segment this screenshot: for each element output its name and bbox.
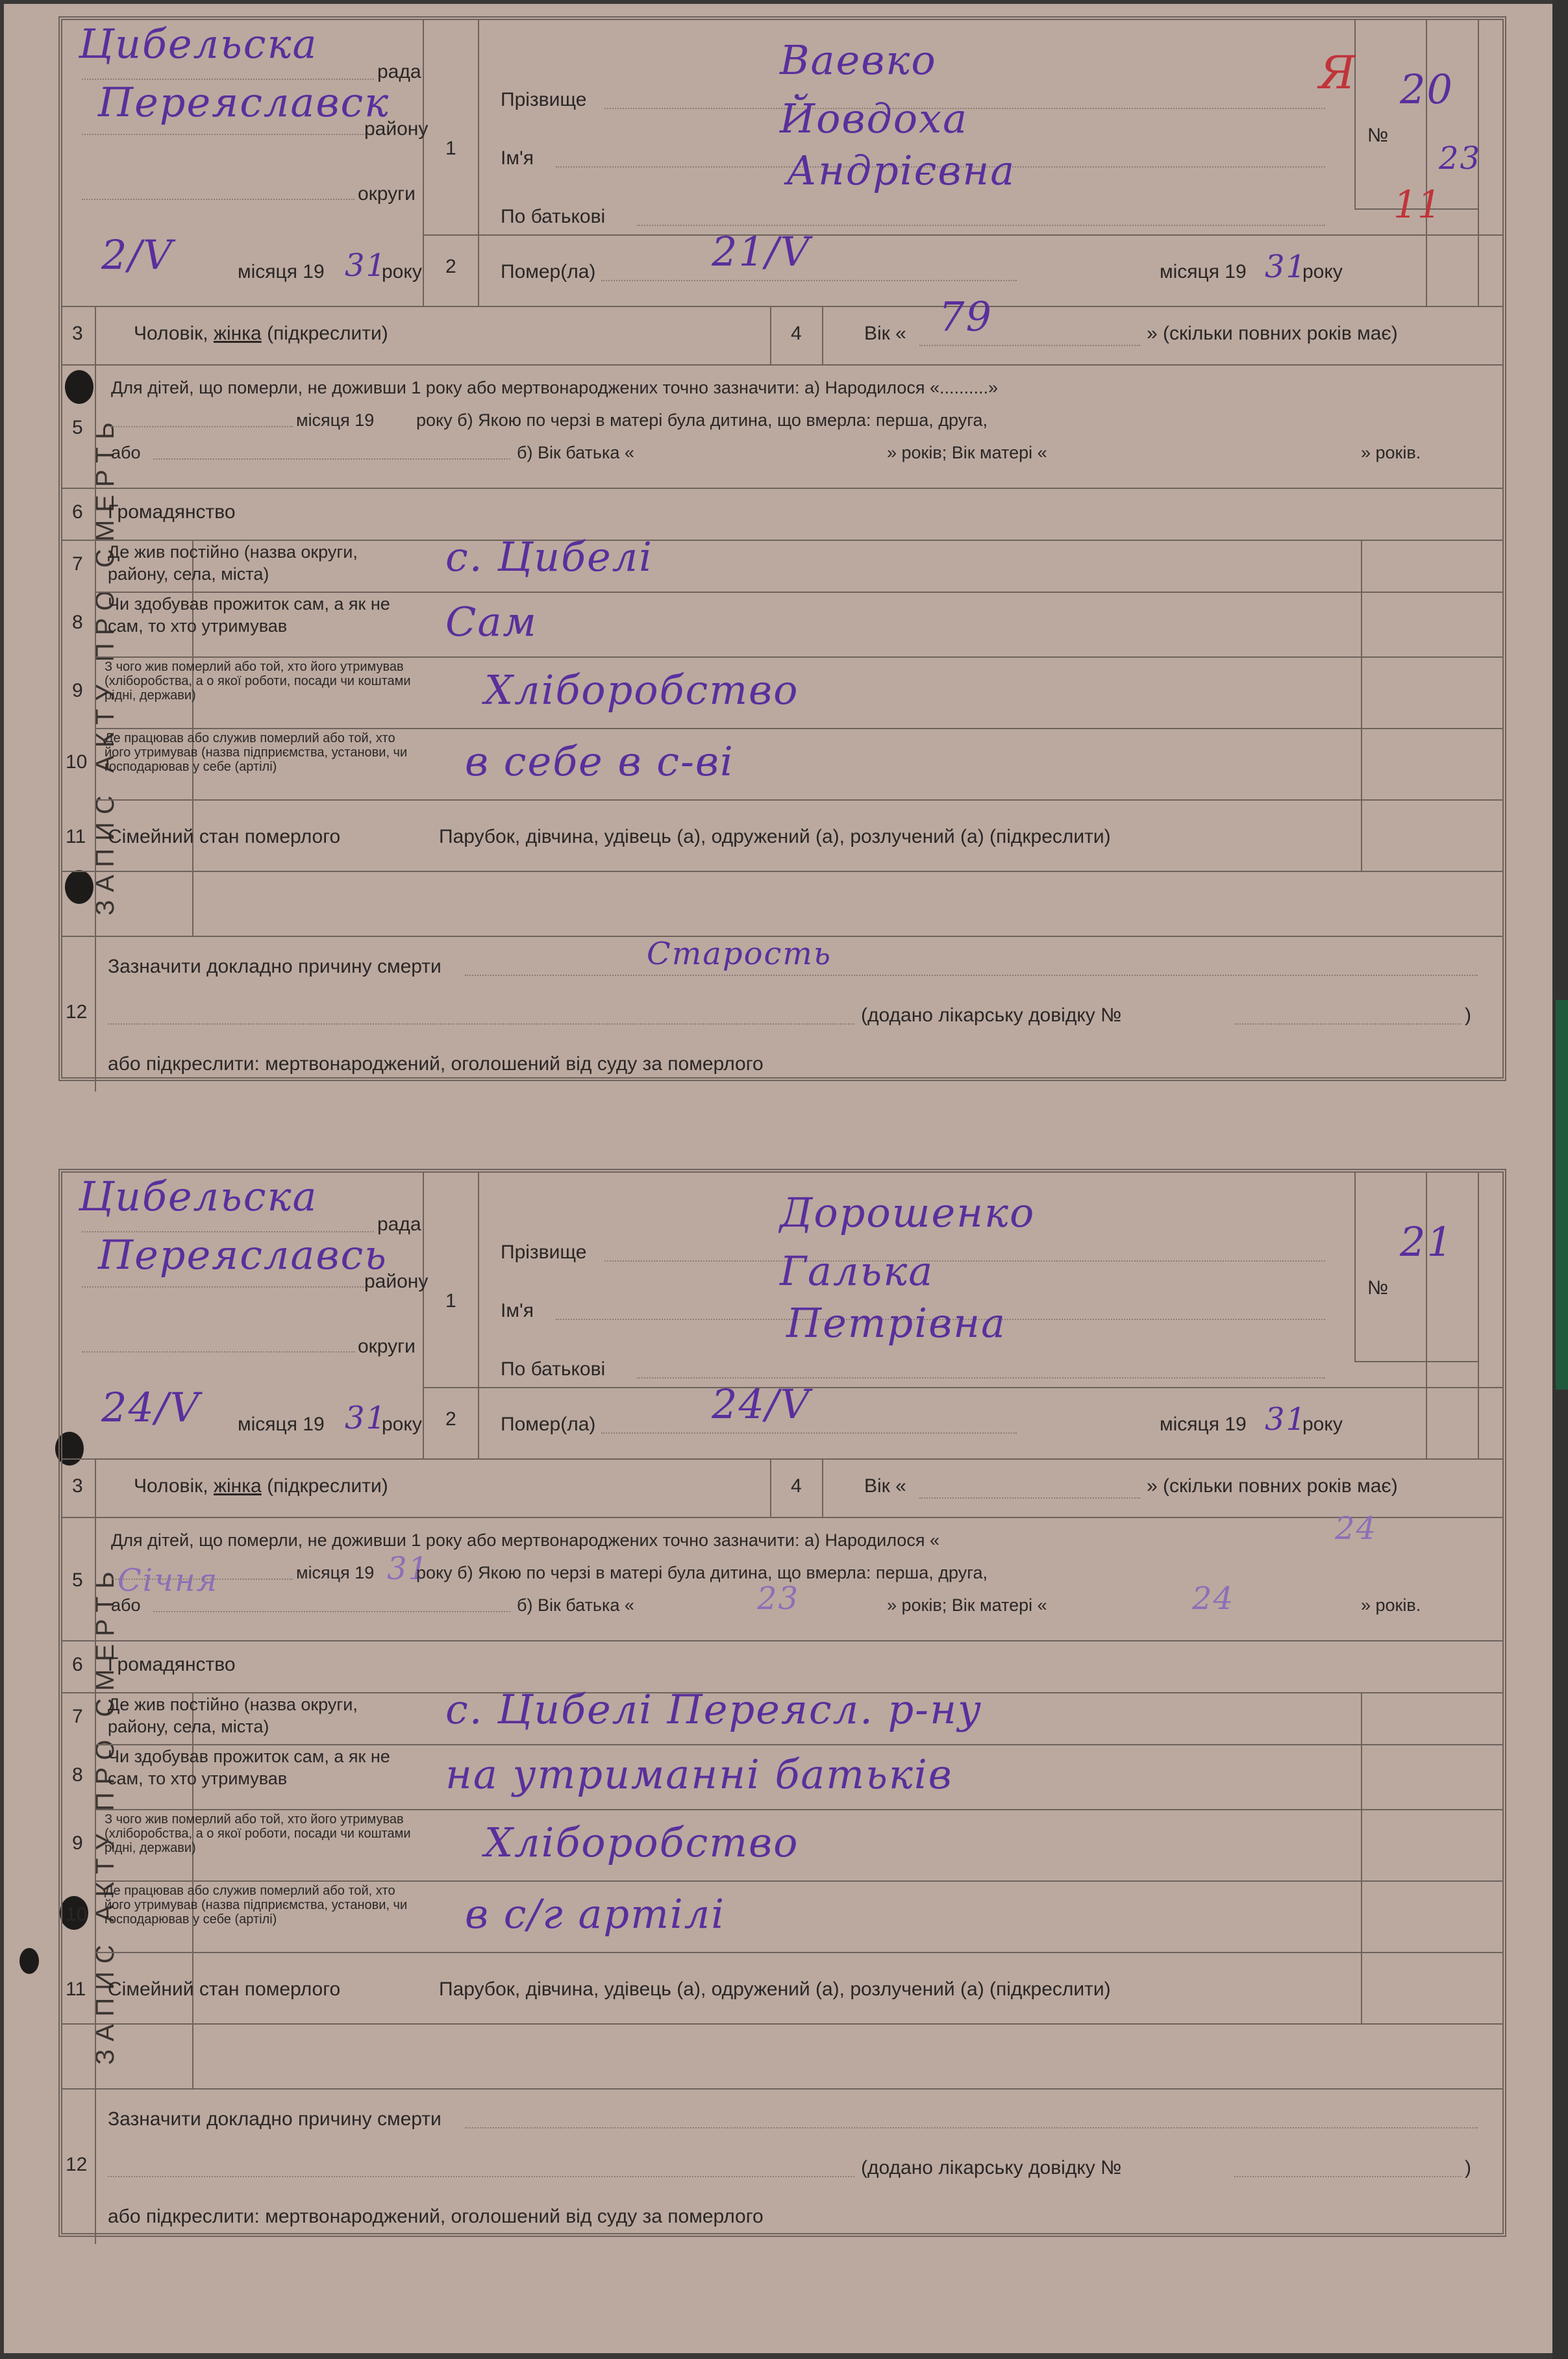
residence-label: Де жив постійно (назва округи, району, села, міста) [108, 1695, 358, 1736]
grid-line [478, 1173, 479, 1458]
extra-number: 23 [1439, 140, 1482, 177]
sex-hint: (підкреслити) [261, 323, 388, 344]
death-date-value: 21/V [712, 228, 811, 275]
income-source-value: Хліборобство [484, 1819, 799, 1866]
fill-line [919, 1497, 1140, 1499]
marital-options [439, 1978, 1111, 2001]
child-info-line-2: року б) Якою по черзі в матері була дитина, що вмерла: перша, друга, [416, 1563, 988, 1582]
patronymic-label: По батькові [501, 1358, 606, 1380]
grid-line [1354, 1173, 1356, 1361]
row-number: 2 [445, 1408, 456, 1430]
mother-age-label: » років; Вік матері « [887, 443, 1047, 462]
record-table [58, 1169, 1506, 2237]
child-info-line-1: Для дітей, що померли, не доживши 1 року або мертвонароджених точно зазначити: а) Народилося « [111, 1530, 940, 1550]
grid-line [1426, 20, 1427, 306]
grid-line [62, 1517, 1502, 1518]
grid-line [1361, 540, 1362, 871]
grid-line [95, 799, 1502, 801]
grid-line [423, 20, 424, 306]
citizenship-label: Громадянство [108, 501, 236, 523]
died-month-label: місяця 19 [1160, 1414, 1247, 1435]
marital-option-bachelor: Парубок, [439, 826, 526, 847]
row-number: 8 [72, 1764, 83, 1786]
fill-line [111, 1579, 293, 1580]
sex-female-underlined: жінка [213, 323, 262, 344]
livelihood-label: Чи здобував прожиток сам, а як не сам, то хто утримував [108, 1747, 390, 1788]
died-label: Помер(ла) [501, 261, 596, 282]
fill-line [82, 1351, 355, 1353]
marital-option-girl: дівчина [525, 1978, 593, 2000]
row-number: 10 [66, 1904, 88, 1925]
fill-line [601, 1432, 1017, 1434]
grid-line [95, 1809, 1502, 1810]
row-number: 5 [72, 1569, 83, 1591]
grid-line [770, 1458, 771, 1517]
registration-year-value: 31 [345, 247, 388, 284]
grid-line [62, 488, 1502, 489]
okruha-label: округи [358, 1336, 416, 1357]
father-age-value: 23 [757, 1580, 800, 1617]
registration-year-label: року [382, 1414, 422, 1435]
livelihood-value: на утриманні батьків [445, 1751, 953, 1798]
child-info-line-2: року б) Якою по черзі в матері була дитина, що вмерла: перша, друга, [416, 410, 988, 430]
fill-line [111, 426, 293, 427]
livelihood-value: Сам [445, 598, 538, 645]
death-cause-value: Старость [647, 936, 832, 972]
workplace-label: Де працював або служив померлий або той, хто його утримував (назва підприємства, установи, чи господарював у себе (артілі) [105, 1884, 408, 1927]
row-number: 9 [72, 1832, 83, 1854]
surname-value: Ваевко [780, 36, 937, 84]
raion-label: району [364, 118, 429, 140]
grid-line [62, 306, 1502, 307]
registration-date-value: 2/V [101, 231, 174, 279]
child-info-or: або [111, 443, 141, 462]
row-number: 1 [445, 1290, 456, 1312]
fill-line [465, 2127, 1478, 2128]
row-number: 8 [72, 612, 83, 633]
father-age-label: б) Вік батька « [517, 443, 634, 462]
punch-hole [19, 1948, 39, 1974]
row-number: 2 [445, 256, 456, 277]
row-number: 12 [66, 2154, 88, 2175]
surname-label: Прізвище [501, 1242, 587, 1263]
grid-line [95, 592, 1502, 593]
died-label: Помер(ла) [501, 1414, 596, 1435]
grid-line [95, 728, 1502, 729]
residence-value: с. Цибелі [445, 533, 653, 580]
child-info-month-label: місяця 19 [296, 1563, 375, 1582]
mother-age-suffix: » років. [1361, 443, 1421, 462]
grid-line [62, 540, 1502, 541]
grid-line [62, 1458, 1502, 1460]
fill-line [82, 1286, 374, 1288]
father-age-label: б) Вік батька « [517, 1595, 634, 1615]
row-number: 5 [72, 417, 83, 438]
grid-line [95, 1952, 1502, 1953]
grid-line [95, 306, 96, 1092]
sex-label [134, 1475, 388, 1498]
stillborn-note: або підкреслити: мертвонароджений, оголошений від суду за померлого [108, 1053, 764, 1075]
workplace-label: Де працював або служив померлий або той, хто його утримував (назва підприємства, установи, чи господарював у себе (артілі) [105, 731, 408, 774]
sex-male: Чоловік, [134, 323, 214, 344]
red-annotation: Я [1319, 46, 1356, 99]
fill-line [153, 458, 510, 460]
citizenship-label: Громадянство [108, 1654, 236, 1675]
sex-label [134, 322, 388, 345]
grid-line [423, 1173, 424, 1458]
child-year-value: 31 [387, 1551, 430, 1587]
row-number: 1 [445, 138, 456, 159]
child-info-month-label: місяця 19 [296, 410, 375, 430]
grid-line [1354, 1361, 1478, 1362]
child-month-value: Січня [118, 1562, 219, 1599]
age-label: Вік « [864, 323, 906, 344]
patronymic-label: По батькові [501, 206, 606, 227]
income-source-label: З чого жив померлий або той, хто його утримував (хліборобства, а о якої роботи, посади чи коштами рідні, держави) [105, 1812, 411, 1855]
marital-option-girl: дівчина [525, 826, 593, 847]
fill-line [82, 199, 355, 200]
row-number: 11 [66, 826, 86, 847]
fill-line [637, 225, 1325, 226]
grid-line [1426, 1173, 1427, 1458]
medical-certificate-close: ) [1465, 1005, 1471, 1026]
child-info-or: або [111, 1595, 141, 1615]
income-source-label: З чого жив померлий або той, хто його утримував (хліборобства, а о якої роботи, посади чи коштами рідні, держави) [105, 660, 411, 703]
row-number: 7 [72, 1706, 83, 1727]
patronymic-value: Петрівна [786, 1299, 1006, 1347]
grid-line [62, 1640, 1502, 1641]
name-value: Галька [780, 1247, 934, 1295]
grid-line [95, 1458, 96, 2244]
red-annotation-number: 11 [1393, 182, 1441, 227]
grid-line [95, 1744, 1502, 1745]
workplace-value: в с/г артілі [465, 1890, 726, 1938]
surname-value: Дорошенко [780, 1189, 1036, 1236]
grid-line [1478, 1173, 1479, 1458]
died-year-label: року [1302, 261, 1343, 282]
grid-line [822, 306, 823, 364]
child-info-line-1: Для дітей, що померли, не доживши 1 року або мертвонароджених точно зазначити: а) Народилося «..........» [111, 378, 998, 397]
death-cause-label: Зазначити докладно причину смерти [108, 956, 442, 977]
grid-line [95, 656, 1502, 658]
grid-line [478, 20, 479, 306]
side-title: ЗАПИС АКТУ ПРО СМЕРТЬ [91, 1564, 119, 2065]
stillborn-note: або підкреслити: мертвонароджений, оголошений від суду за померлого [108, 2206, 764, 2227]
green-folder-edge [1556, 1000, 1568, 1390]
row-number: 3 [72, 323, 83, 344]
residence-label: Де жив постійно (назва округи, району, села, міста) [108, 542, 358, 584]
record-number-value: 20 [1400, 66, 1454, 113]
record-number-label: № [1367, 1277, 1389, 1299]
registration-year-value: 31 [345, 1400, 388, 1436]
row-number: 4 [791, 323, 802, 344]
row-number: 11 [66, 1978, 86, 2000]
row-number: 3 [72, 1475, 83, 1497]
mother-age-value: 24 [1192, 1580, 1235, 1617]
livelihood-label: Чи здобував прожиток сам, а як не сам, то хто утримував [108, 594, 390, 636]
grid-line [62, 364, 1502, 366]
name-label: Ім'я [501, 147, 534, 169]
row-number: 10 [66, 751, 88, 773]
side-title: ЗАПИС АКТУ ПРО СМЕРТЬ [91, 414, 119, 916]
age-value: 79 [939, 293, 993, 340]
fill-line [108, 2176, 854, 2177]
died-year-label: року [1302, 1414, 1343, 1435]
row-number: 4 [791, 1475, 802, 1497]
sex-hint: (підкреслити) [261, 1475, 388, 1497]
record-table [58, 16, 1506, 1081]
fill-line [465, 975, 1478, 976]
death-year-value: 31 [1265, 249, 1308, 285]
marital-option-rest: , удівець (а), одружений (а), розлучений (а) (підкреслити) [593, 1978, 1111, 2000]
row-number: 12 [66, 1001, 88, 1023]
fill-line [1234, 1023, 1462, 1025]
age-hint: » (скільки повних років має) [1147, 1475, 1398, 1497]
grid-line [770, 306, 771, 364]
record-number-label: № [1367, 125, 1389, 146]
fill-line [153, 1611, 510, 1612]
age-label: Вік « [864, 1475, 906, 1497]
medical-certificate-label: (додано лікарську довідку № [861, 1005, 1122, 1026]
raion-label: району [364, 1271, 429, 1292]
raion-value: Переяславск [98, 79, 390, 126]
rada-label: рада [377, 61, 421, 82]
sex-male: Чоловік, [134, 1475, 214, 1497]
grid-line [95, 1880, 1502, 1882]
record-number-value: 21 [1400, 1218, 1454, 1266]
grid-line [423, 234, 1502, 236]
raion-value: Переяславсь [98, 1231, 388, 1279]
residence-value: с. Цибелі Переясл. р-ну [445, 1686, 982, 1733]
fill-line [604, 1260, 1325, 1262]
grid-line [62, 871, 1502, 872]
mother-age-suffix: » років. [1361, 1595, 1421, 1615]
registration-year-label: року [382, 261, 422, 282]
registration-month-label: місяця 19 [238, 261, 325, 282]
row-number: 9 [72, 680, 83, 701]
row-number: 6 [72, 501, 83, 523]
patronymic-value: Андрієвна [786, 147, 1016, 194]
marital-options [439, 825, 1111, 849]
rada-value: Цибельска [79, 20, 318, 68]
marital-option-bachelor: Парубок, [439, 1978, 526, 2000]
grid-line [1361, 1692, 1362, 2023]
marital-label: Сімейний стан померлого [108, 826, 341, 847]
death-year-value: 31 [1265, 1401, 1308, 1438]
marital-label: Сімейний стан померлого [108, 1978, 341, 2000]
died-month-label: місяця 19 [1160, 261, 1247, 282]
name-value: Йовдоха [780, 95, 969, 142]
marital-option-rest: , удівець (а), одружений (а), розлучений (а) (підкреслити) [593, 826, 1111, 847]
grid-line [62, 2088, 1502, 2090]
child-born-value: 24 [1335, 1510, 1378, 1547]
sex-female-underlined: жінка [213, 1475, 262, 1497]
mother-age-label: » років; Вік матері « [887, 1595, 1047, 1615]
row-number: 6 [72, 1654, 83, 1675]
fill-line [108, 1023, 854, 1025]
age-hint: » (скільки повних років має) [1147, 323, 1398, 344]
grid-line [62, 2023, 1502, 2025]
registration-date-value: 24/V [101, 1384, 201, 1431]
fill-line [82, 134, 374, 135]
row-number: 7 [72, 553, 83, 575]
fill-line [1234, 2176, 1462, 2177]
death-cause-label: Зазначити докладно причину смерти [108, 2108, 442, 2130]
grid-line [423, 1387, 1502, 1388]
income-source-value: Хліборобство [484, 666, 799, 714]
fill-line [601, 280, 1017, 281]
fill-line [637, 1377, 1325, 1379]
rada-label: рада [377, 1214, 421, 1235]
fill-line [919, 345, 1140, 346]
workplace-value: в себе в с-ві [465, 738, 734, 785]
registration-month-label: місяця 19 [238, 1414, 325, 1435]
medical-certificate-label: (додано лікарську довідку № [861, 2157, 1122, 2178]
name-label: Ім'я [501, 1300, 534, 1321]
okruha-label: округи [358, 183, 416, 205]
rada-value: Цибельска [79, 1173, 318, 1220]
medical-certificate-close: ) [1465, 2157, 1471, 2178]
grid-line [822, 1458, 823, 1517]
surname-label: Прізвище [501, 89, 587, 110]
death-date-value: 24/V [712, 1380, 811, 1428]
